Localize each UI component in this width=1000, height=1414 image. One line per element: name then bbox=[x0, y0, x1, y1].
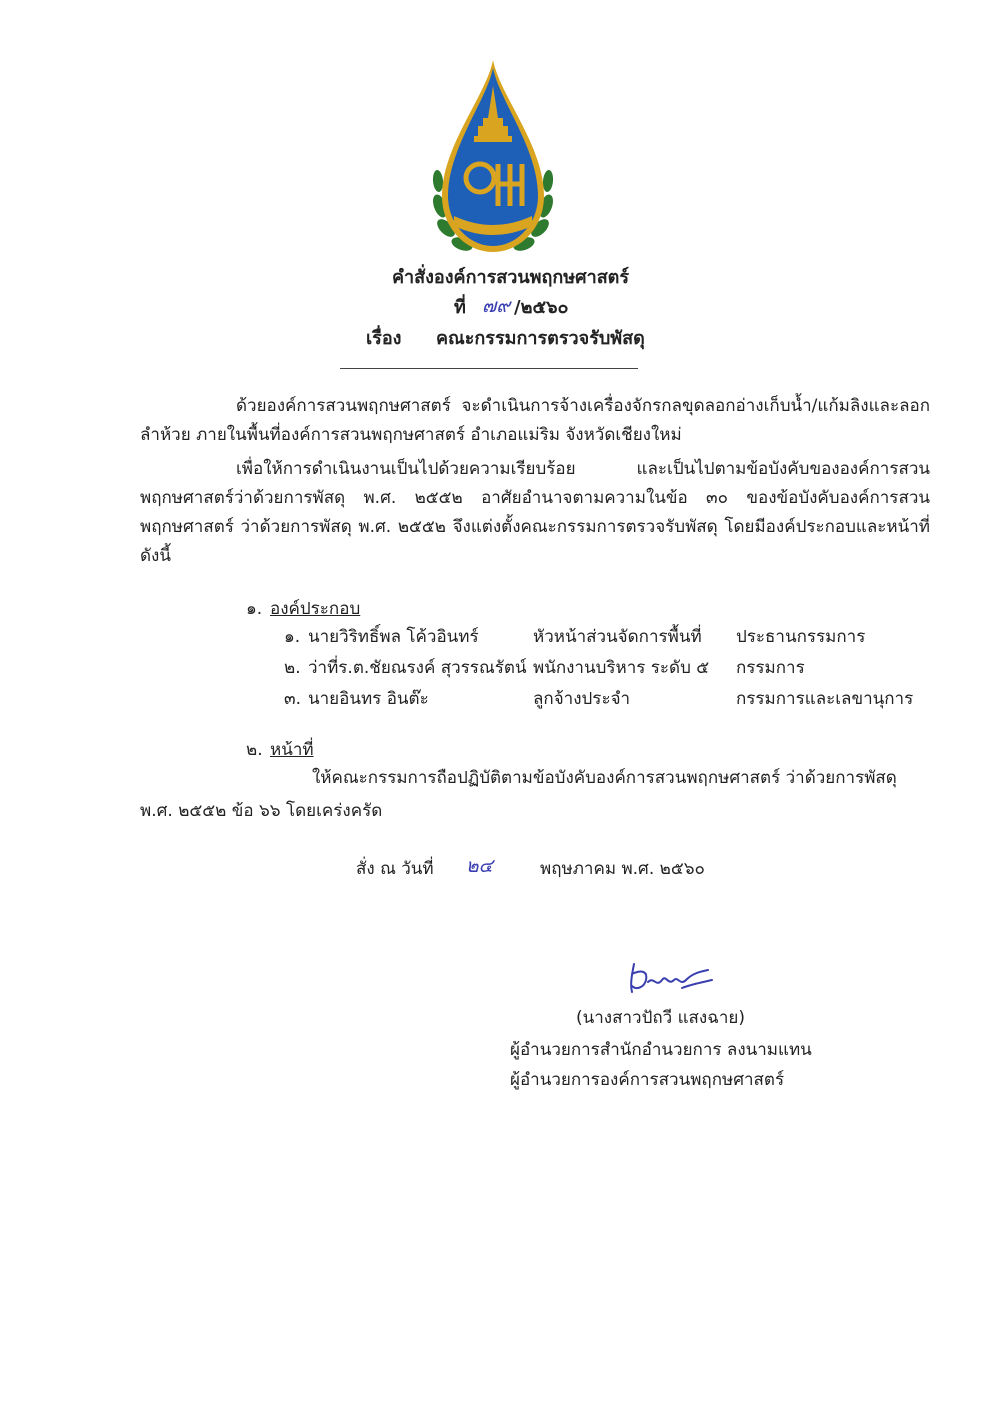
section2-heading: หน้าที่ bbox=[270, 740, 314, 760]
ordered-month-year: พฤษภาคม พ.ศ. ๒๕๖๐ bbox=[540, 859, 705, 879]
member3-number: ๓. bbox=[284, 689, 302, 709]
member1-number: ๑. bbox=[284, 627, 301, 647]
section2-text-line2: พ.ศ. ๒๕๕๒ ข้อ ๖๖ โดยเคร่งครัด bbox=[140, 801, 383, 821]
member2-name: ว่าที่ร.ต.ชัยณรงค์ สุวรรณรัตน์ bbox=[308, 658, 527, 678]
member1-position: หัวหน้าส่วนจัดการพื้นที่ bbox=[533, 627, 702, 647]
subject-text: คณะกรรมการตรวจรับพัสดุ bbox=[436, 328, 645, 349]
subject-label: เรื่อง bbox=[366, 328, 402, 349]
signatory-title-2: ผู้อำนวยการองค์การสวนพฤกษศาสตร์ bbox=[510, 1070, 785, 1090]
member1-role: ประธานกรรมการ bbox=[736, 627, 866, 647]
member3-role: กรรมการและเลขานุการ bbox=[736, 689, 914, 709]
ordered-day-handwritten: ๒๔ bbox=[466, 855, 493, 877]
member3-position: ลูกจ้างประจำ bbox=[533, 689, 631, 709]
paragraph-authority: เพื่อให้การดำเนินงานเป็นไปด้วยความเรียบร้อย และเป็นไปตามข้อบังคับขององค์การสวนพฤกษศาสตร์ว่าด้วยการพัสดุ พ.ศ. ๒๕๕๒ อาศัยอำนาจตามความในข้อ ๓๐ ของข้อบังคับองค์การสวนพฤกษศาสตร์ ว่าด้วยการพัสดุ พ.ศ. ๒๕๕๒ จึงแต่งตั้งคณะกรรมการตรวจรับพัสดุ โดยมีองค์ประกอบและหน้าที่ ดังนี้ bbox=[140, 459, 930, 566]
signatory-title-1: ผู้อำนวยการสำนักอำนวยการ ลงนามแทน bbox=[510, 1040, 812, 1060]
paragraph-intro: ด้วยองค์การสวนพฤกษศาสตร์ จะดำเนินการจ้างเครื่องจักรกลขุดลอกอ่างเก็บน้ำ/แก้มลิงและลอกลำห้วย ภายในพื้นที่องค์การสวนพฤกษศาสตร์ อำเภอแม่ริม จังหวัดเชียงใหม่ bbox=[140, 396, 930, 445]
handwritten-signature bbox=[612, 958, 722, 998]
order-number-handwritten: ๗๙ bbox=[482, 295, 511, 317]
signatory-name: (นางสาวปัถวี แสงฉาย) bbox=[576, 1008, 745, 1028]
ordered-date-prefix: สั่ง ณ วันที่ bbox=[356, 859, 434, 879]
member2-role: กรรมการ bbox=[736, 658, 805, 678]
section1-heading: องค์ประกอบ bbox=[270, 599, 361, 619]
header-divider bbox=[340, 368, 638, 369]
section1-number: ๑. bbox=[246, 599, 263, 619]
order-number-prefix: ที่ bbox=[454, 297, 466, 318]
section2-number: ๒. bbox=[246, 740, 263, 760]
order-number-year: /๒๕๖๐ bbox=[514, 297, 569, 318]
document-title: คำสั่งองค์การสวนพฤกษศาสตร์ bbox=[392, 267, 630, 288]
organization-logo bbox=[428, 56, 558, 256]
member2-position: พนักงานบริหาร ระดับ ๕ bbox=[533, 658, 710, 678]
section2-text-line1: ให้คณะกรรมการถือปฏิบัติตามข้อบังคับองค์การสวนพฤกษศาสตร์ ว่าด้วยการพัสดุ bbox=[312, 768, 897, 788]
member1-name: นายวิริทธิ์พล โค้วอินทร์ bbox=[308, 627, 479, 647]
member3-name: นายอินทร อินต๊ะ bbox=[308, 689, 429, 709]
member2-number: ๒. bbox=[284, 658, 301, 678]
